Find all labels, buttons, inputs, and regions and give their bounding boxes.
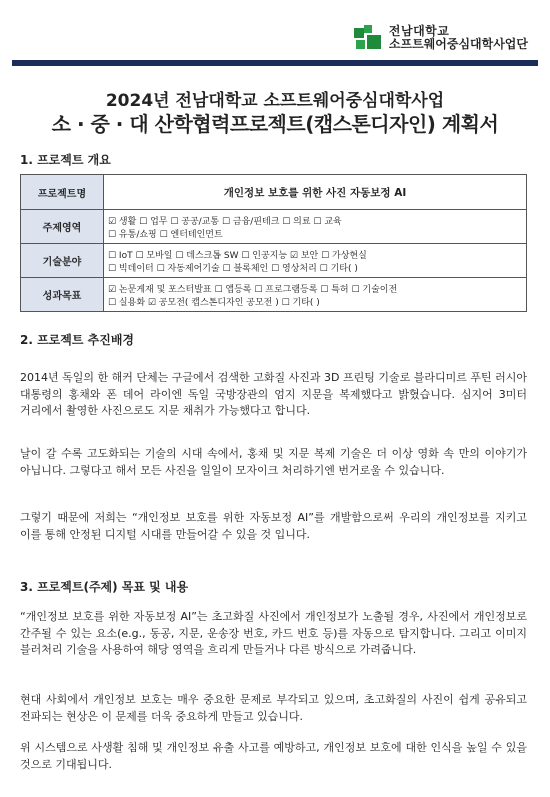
goal-options [104,278,527,312]
org-name-line1: 전남대학교 [388,24,450,38]
table-row [21,210,527,244]
document-title: 2024년 전남대학교 소프트웨어중심대학사업 [105,91,445,111]
section-heading-goals: 3. 프로젝트(주제) 목표 및 내용 [20,580,189,594]
goal-options-line2: ☐ 실용화 ☑ 공모전( 캡스톤디자인 공모전 ) ☐ 기타( ) [108,297,320,308]
background-paragraph-1: 2014년 독일의 한 해커 단체는 구글에서 검색한 고화질 사진과 3D 프린팅 기술로 블라디미르 푸틴 러시아 대통령의 홍채와 폰 데어 라이엔 독일 국방장관의 엄지 지문을 복제했다고 밝혔습니다. 심지어 3미터 거리에서 촬영한 사진으로도 지문 채취가 가능했다고 합니다. [20,371,527,417]
tech-options-line1: ☐ IoT ☐ 모바일 ☐ 데스크톱 SW ☐ 인공지능 ☑ 보안 ☐ 가상현실 [108,250,367,261]
table-row [21,278,527,312]
goal-label: 성과목표 [21,278,104,312]
background-paragraph-2: 날이 갈 수록 고도화되는 기술의 시대 속에서, 홍채 및 지문 복제 기술은 더 이상 영화 속 만의 이야기가 아닙니다. 그렇다고 해서 모든 사진을 일일이 모자이크 처리하기엔 번거로울 수 있습니다. [20,447,527,477]
goals-paragraph-1: “개인정보 보호를 위한 자동보정 AI”는 초고화질 사진에서 개인정보가 노출될 경우, 사진에서 개인정보로 간주될 수 있는 요소(e.g., 동공, 지문, 운송장 번호, 카드 번호 등)를 자동으로 탐지합니다. 그리고 이미지 블러처리 기술을 사용하여 해당 영역을 흐리게 만들거나 다른 방식으로 가려줍니다. [20,610,527,656]
topic-options-line2: ☐ 유통/쇼핑 ☐ 엔터테인먼트 [108,229,223,240]
document-subtitle: 소 · 중 · 대 산학협력프로젝트(캡스톤디자인) 계획서 [51,112,499,136]
org-logo [353,22,528,54]
tech-label: 기술분야 [21,244,104,278]
table-row [21,244,527,278]
tech-options [104,244,527,278]
goal-options-line1: ☑ 논문게재 및 포스터발표 ☐ 앱등록 ☐ 프로그램등록 ☐ 특허 ☐ 기술이전 [108,284,398,295]
topic-options-line1: ☑ 생활 ☐ 업무 ☐ 공공/교통 ☐ 금융/핀테크 ☐ 의료 ☐ 교육 [108,216,342,227]
background-paragraph-3: 그렇기 때문에 저희는 “개인정보 보호를 위한 자동보정 AI”를 개발함으로써 우리의 개인정보를 지키고 이를 통해 안정된 디지털 시대를 만들어갈 수 있을 것 입니다. [20,511,527,541]
section-heading-background: 2. 프로젝트 추진배경 [20,333,135,347]
org-name [389,25,528,51]
project-overview-table [20,174,527,312]
university-logo-icon [353,24,385,52]
table-row [21,175,527,210]
goals-paragraph-3: 위 시스템으로 사생활 침해 및 개인정보 유출 사고를 예방하고, 개인정보 보호에 대한 인식을 높일 수 있을 것으로 기대됩니다. [20,741,527,771]
tech-options-line2: ☐ 빅데이터 ☐ 자동제어기술 ☐ 블록체인 ☐ 영상처리 ☐ 기타( ) [108,263,358,274]
topic-label: 주제영역 [21,210,104,244]
topic-options [104,210,527,244]
project-name-value: 개인정보 보호를 위한 사진 자동보정 AI [104,175,527,210]
goals-paragraph-2: 현대 사회에서 개인정보 보호는 매우 중요한 문제로 부각되고 있으며, 초고화질의 사진이 쉽게 공유되고 전파되는 현상은 이 문제를 더욱 중요하게 만들고 있습니다. [20,693,527,723]
org-name-line2: 소프트웨어중심대학사업단 [388,37,528,51]
section-heading-overview: 1. 프로젝트 개요 [20,153,111,167]
header-divider [12,60,538,66]
project-name-label: 프로젝트명 [21,175,104,210]
